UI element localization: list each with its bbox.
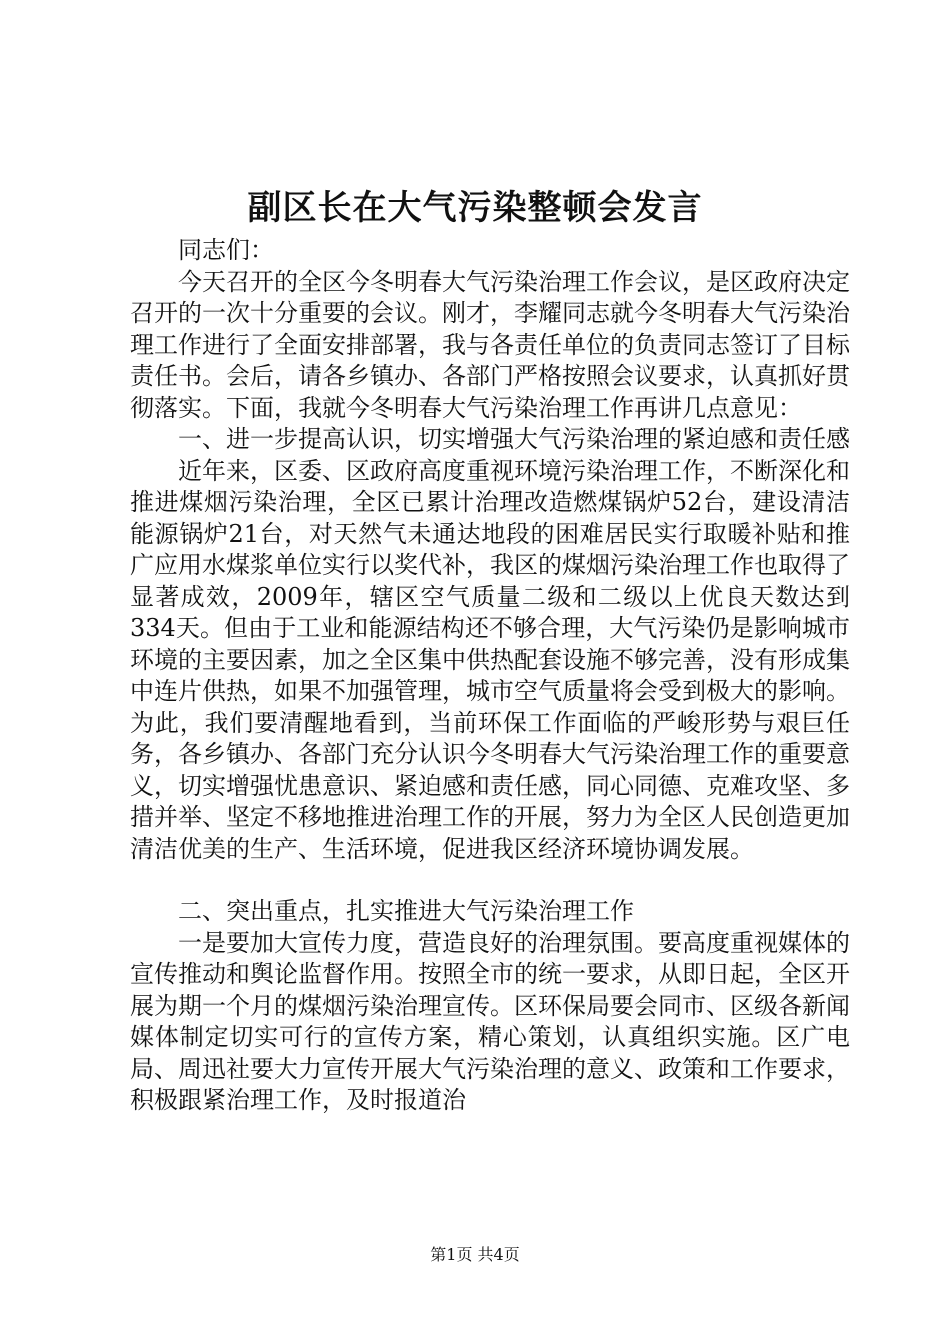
page-number: 第1页 共4页 (430, 1245, 520, 1264)
document-body (130, 235, 850, 1117)
section-one-paragraph: 近年来，区委、区政府高度重视环境污染治理工作，不断深化和推进煤烟污染治理，全区已累计治理改造燃煤锅炉52台，建设清洁能源锅炉21台，对天然气未通达地段的困难居民实行取暖补贴和推广应用水煤浆单位实行以奖代补，我区的煤烟污染治理工作也取得了显著成效，2009年，辖区空气质量二级和二级以上优良天数达到334天。但由于工业和能源结构还不够合理，大气污染仍是影响城市环境的主要因素，加之全区集中供热配套设施不够完善，没有形成集中连片供热，如果不加强管理，城市空气质量将会受到极大的影响。为此，我们要清醒地看到，当前环保工作面临的严峻形势与艰巨任务，各乡镇办、各部门充分认识今冬明春大气污染治理工作的重要意义，切实增强忧患意识、紧迫感和责任感，同心同德、克难攻坚、多措并举、坚定不移地推进治理工作的开展，努力为全区人民创造更加清洁优美的生产、生活环境，促进我区经济环境协调发展。 (130, 456, 850, 863)
salutation-paragraph: 同志们： (178, 236, 274, 264)
document-title: 副区长在大气污染整顿会发言 (247, 188, 703, 228)
section-two-heading: 二、突出重点，扎实推进大气污染治理工作 (178, 897, 634, 925)
section-two-paragraph: 一是要加大宣传力度，营造良好的治理氛围。要高度重视媒体的宣传推动和舆论监督作用。按照全市的统一要求，从即日起，全区开展为期一个月的煤烟污染治理宣传。区环保局要会同市、区级各新闻媒体制定切实可行的宣传方案，精心策划，认真组织实施。区广电局、周迅社要大力宣传开展大气污染治理的意义、政策和工作要求，积极跟紧治理工作，及时报道治 (130, 928, 850, 1114)
intro-paragraph: 今天召开的全区今冬明春大气污染治理工作会议，是区政府决定召开的一次十分重要的会议。刚才，李耀同志就今冬明春大气污染治理工作进行了全面安排部署，我与各责任单位的负责同志签订了目标责任书。会后，请各乡镇办、各部门严格按照会议要求，认真抓好贯彻落实。下面，我就今冬明春大气污染治理工作再讲几点意见： (130, 267, 850, 422)
section-one-heading: 一、进一步提高认识，切实增强大气污染治理的紧迫感和责任感 (178, 425, 850, 453)
